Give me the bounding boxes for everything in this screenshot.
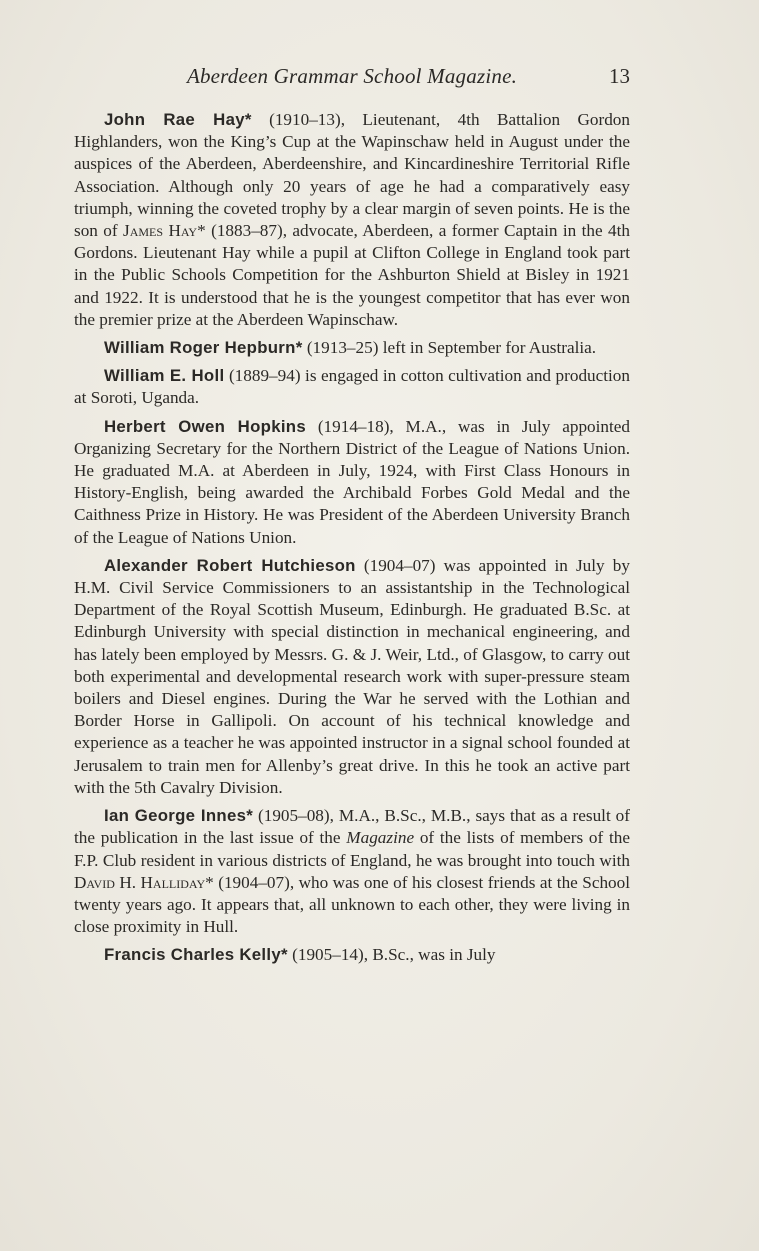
- entry-alexander-robert-hutchieson: [74, 555, 630, 799]
- entry-francis-charles-kelly: [74, 944, 630, 966]
- page-number: 13: [609, 64, 630, 88]
- small-caps-name: James Hay*: [123, 221, 206, 241]
- entry-text: (1914–18), M.A., was in July appointed Organizing Secretary for the Northern District of the League of Nations Union. He graduated M.A. at Aberdeen in July, 1924, with First Class Honours in History-English, being awarded the Archibald Forbes Gold Medal and the Caithness Prize in History. He was President of the Aberdeen University Branch of the League of Nations Union.: [74, 416, 631, 547]
- entry-name: John Rae Hay*: [104, 110, 252, 129]
- entry-text: (1910–13), Lieutenant, 4th Battalion Gordon Highlanders, won the King’s Cup at the Wapinschaw held in August under the auspices of the Aberdeen, Aberdeenshire, and Kincardineshire Territorial Rifle Association. Although only 20 years of age he had a comparatively easy triumph, winning the coveted trophy by a clear margin of seven points. He is the son of: [74, 110, 630, 241]
- body-text: [74, 109, 630, 973]
- entry-name: Ian George Innes*: [104, 806, 254, 826]
- small-caps-name: David H. Halliday*: [74, 872, 214, 892]
- entry-ian-george-innes: [74, 805, 630, 938]
- entry-text: (1889–94) is engaged in cotton cultivation and production at Soroti, Uganda.: [74, 366, 630, 408]
- entry-name: Herbert Owen Hopkins: [104, 416, 306, 436]
- entry-text: (1904–07), who was one of his closest friends at the School twenty years ago. It appears that, all unknown to each other, they were living in close proximity in Hull.: [74, 872, 631, 937]
- running-header: [74, 64, 630, 94]
- entry-text: (1905–14), B.Sc., was in July: [287, 945, 496, 965]
- entry-name: William E. Holl: [104, 366, 225, 386]
- entry-text: of the lists of members of the F.P. Club resident in various districts of England, he was brought into touch with: [74, 828, 631, 870]
- entry-name: Francis Charles Kelly*: [104, 945, 288, 965]
- entry-william-e-holl: [74, 365, 630, 409]
- magazine-title: Aberdeen Grammar School Magazine.: [186, 64, 518, 88]
- italic-magazine: Magazine: [346, 828, 415, 848]
- entry-william-roger-hepburn: [74, 337, 630, 359]
- entry-text: (1904–07) was appointed in July by H.M. Civil Service Commissioners to an assistantship in the Technological Department of the Royal Scottish Museum, Edinburgh. He graduated B.Sc. at Edinburgh University with special distinction in mechanical engineering, and has lately been employed by Messrs. G. & J. Weir, Ltd., of Glasgow, to carry out both experimental and developmental research work with super-pressure steam boilers and Diesel engines. During the War he served with the Lothian and Border Horse in Gallipoli. On account of his technical knowledge and experience as a teacher he was appointed instructor in a signal school founded at Jerusalem to train men for Allenby’s great drive. In this he took an active part with the 5th Cavalry Division.: [74, 555, 630, 797]
- entry-name: Alexander Robert Hutchieson: [104, 555, 356, 575]
- entry-text: (1913–25) left in September for Australia.: [302, 338, 597, 358]
- entry-john-rae-hay: [74, 109, 630, 331]
- entry-text: (1905–08), M.A., B.Sc., M.B., says that as a result of the publication in the last issue of the: [74, 806, 630, 848]
- entry-name: William Roger Hepburn*: [104, 338, 303, 358]
- entry-herbert-owen-hopkins: [74, 416, 630, 549]
- entry-text: (1883–87), advocate, Aberdeen, a former Captain in the 4th Gordons. Lieutenant Hay while a pupil at Clifton College in England took part in the Public Schools Competition for the Ashburton Shield at Bisley in 1921 and 1922. It is understood that he is the youngest competitor that has ever won the premier prize at the Aberdeen Wapinschaw.: [74, 221, 630, 329]
